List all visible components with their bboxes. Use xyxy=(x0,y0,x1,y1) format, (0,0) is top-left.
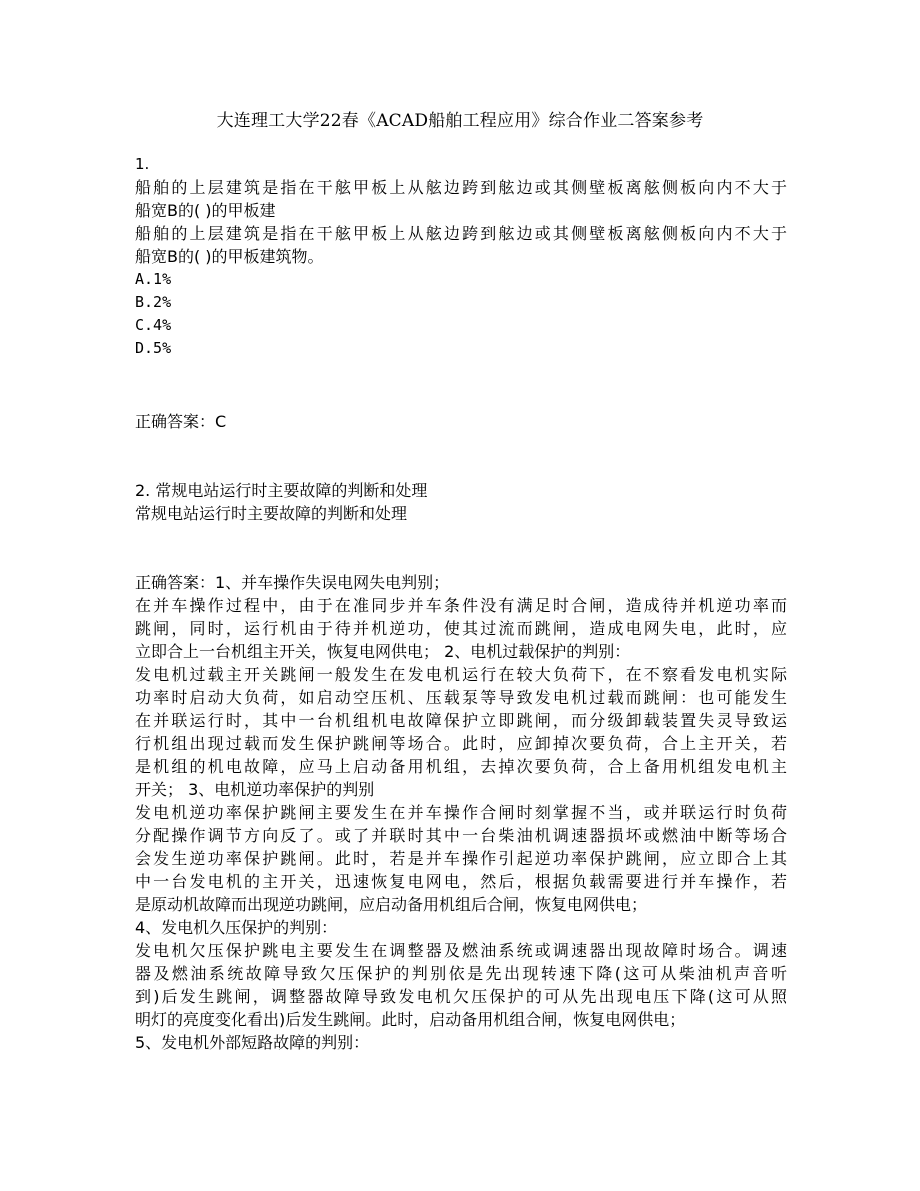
option-d: D.5% xyxy=(135,339,172,357)
answer-text: 正确答案：C xyxy=(135,412,227,431)
option-b: B.2% xyxy=(135,293,172,311)
question-1-answer xyxy=(135,410,787,433)
option-a: A.1% xyxy=(135,270,172,288)
answer-line: 开关； 3、电机逆功率保护的判别 xyxy=(135,780,375,799)
answer-line: 器及燃油系统故障导致欠压保护的判别依是先出现转速下降(这可从柴油机声音听 xyxy=(135,964,787,983)
question-2 xyxy=(135,479,787,525)
question-1 xyxy=(135,153,787,360)
answer-line: 功率时启动大负荷，如启动空压机、压载泵等导致发电机过载而跳闸：也可能发生 xyxy=(135,688,787,707)
answer-line: 是机组的机电故障，应马上启动备用机组，去掉次要负荷，合上备用机组发电机主 xyxy=(135,757,787,776)
question-number: 1. xyxy=(135,155,150,173)
answer-line: 分配操作调节方向反了。或了并联时其中一台柴油机调速器损坏或燃油中断等场合 xyxy=(135,826,787,845)
question-stem-line: 船宽B的( )的甲板建 xyxy=(135,201,276,220)
question-stem-line: 船舶的上层建筑是指在干舷甲板上从舷边跨到舷边或其侧壁板离舷侧板向内不大于 xyxy=(135,178,787,197)
answer-line: 跳闸，同时，运行机由于待并机逆功，使其过流而跳闸，造成电网失电，此时，应 xyxy=(135,619,787,638)
answer-line: 到)后发生跳闸，调整器故障导致发电机欠压保护的可从先出现电压下降(这可从照 xyxy=(135,987,787,1006)
answer-line: 4、发电机久压保护的判别： xyxy=(135,918,338,937)
answer-line: 立即合上一台机组主开关，恢复电网供电； 2、电机过载保护的判别： xyxy=(135,642,631,661)
question-2-answer xyxy=(135,571,787,1054)
answer-line: 发电机欠压保护跳电主要发生在调整器及燃油系统或调速器出现故障时场合。调速 xyxy=(135,941,787,960)
option-c: C.4% xyxy=(135,316,172,334)
answer-line: 在并车操作过程中，由于在准同步并车条件没有满足时合闸，造成待并机逆功率而 xyxy=(135,596,787,615)
answer-line: 会发生逆功率保护跳闸。此时，若是并车操作引起逆功率保护跳闸，应立即合上其 xyxy=(135,849,787,868)
answer-line: 是原动机故障而出现逆功跳闸，应启动备用机组后合闸，恢复电网供电； xyxy=(135,895,648,914)
answer-line: 行机组出现过载而发生保护跳闸等场合。此时，应卸掉次要负荷，合上主开关，若 xyxy=(135,734,787,753)
question-stem-line: 常规电站运行时主要故障的判断和处理 xyxy=(135,504,408,523)
question-number-line: 2. 常规电站运行时主要故障的判断和处理 xyxy=(135,481,428,500)
question-stem-line: 船宽B的( )的甲板建筑物。 xyxy=(135,247,324,266)
answer-line: 正确答案：1、并车操作失误电网失电判别； xyxy=(135,573,450,592)
answer-line: 发电机逆功率保护跳闸主要发生在并车操作合闸时刻掌握不当，或并联运行时负荷 xyxy=(135,803,787,822)
answer-line: 发电机过载主开关跳闸一般发生在发电机运行在较大负荷下，在不察看发电机实际 xyxy=(135,665,787,684)
answer-line: 明灯的亮度变化看出)后发生跳闸。此时，启动备用机组合闸，恢复电网供电； xyxy=(135,1010,686,1029)
answer-line: 在并联运行时，其中一台机组机电故障保护立即跳闸，而分级卸载装置失灵导致运 xyxy=(135,711,787,730)
answer-line: 中一台发电机的主开关，迅速恢复电网电，然后，根据负载需要进行并车操作，若 xyxy=(135,872,787,891)
page-title: 大连理工大学22春《ACAD船舶工程应用》综合作业二答案参考 xyxy=(216,111,704,131)
answer-line: 5、发电机外部短路故障的判别： xyxy=(135,1033,370,1052)
question-stem-line: 船舶的上层建筑是指在干舷甲板上从舷边跨到舷边或其侧壁板离舷侧板向内不大于 xyxy=(135,224,787,243)
